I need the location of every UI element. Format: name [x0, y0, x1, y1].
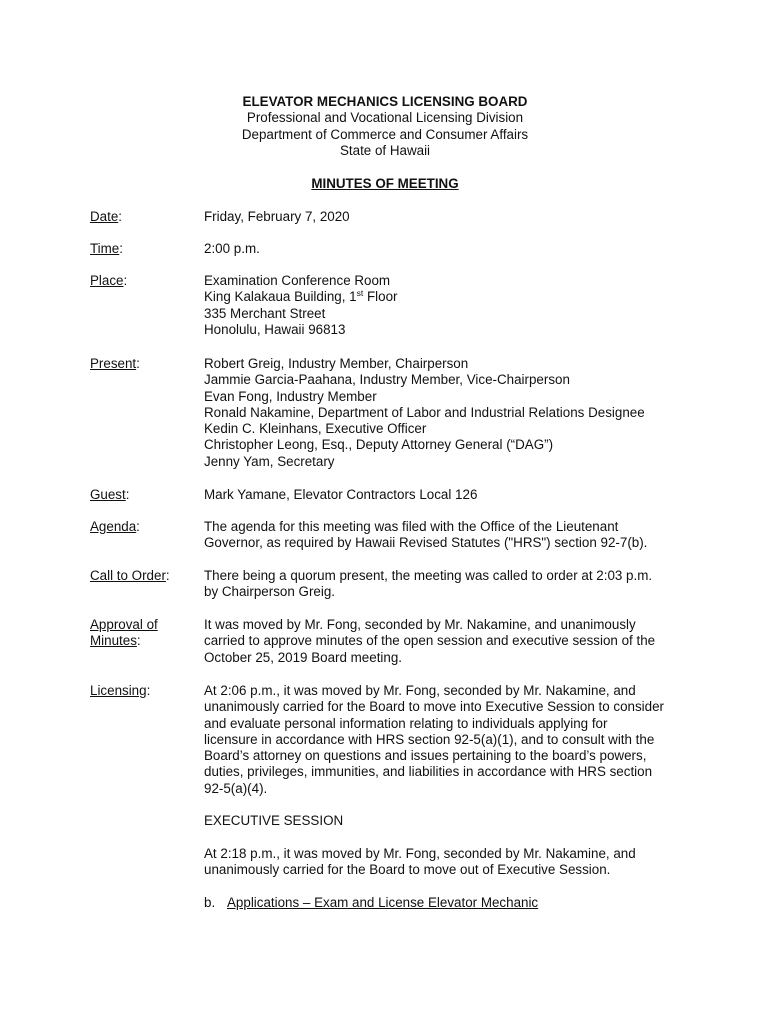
attendee: Robert Greig, Industry Member, Chairperson [204, 356, 469, 371]
exit-session-text: At 2:18 p.m., it was moved by Mr. Fong, seconded by Mr. Nakamine, and unanimously carried for the Board to move out of Executive Session. [204, 846, 636, 878]
executive-session-heading: EXECUTIVE SESSION [204, 813, 344, 828]
approval-label: Approval of Minutes: [90, 617, 158, 649]
agenda-text: The agenda for this meeting was filed with the Office of the Lieutenant Governor, as required by Hawaii Revised Statutes ("HRS") section 92-7(b). [204, 519, 648, 551]
place-line: King Kalakaua Building, 1st Floor [204, 288, 398, 305]
document-header [0, 94, 770, 159]
approval-text: It was moved by Mr. Fong, seconded by Mr. Nakamine, and unanimously carried to approve minutes of the open session and executive session of the October 25, 2019 Board meeting. [204, 617, 656, 665]
state-name: State of Hawaii [339, 142, 431, 158]
attendee: Jammie Garcia-Paahana, Industry Member, Vice-Chairperson [204, 372, 570, 388]
licensing-label: Licensing: [90, 683, 151, 698]
attendee: Kedin C. Kleinhans, Executive Officer [204, 421, 427, 437]
item-letter: b. [204, 895, 216, 910]
attendee: Jenny Yam, Secretary [204, 453, 335, 469]
attendee: Ronald Nakamine, Department of Labor and Industrial Relations Designee [204, 404, 645, 420]
place-value [204, 273, 674, 338]
call-to-order-label: Call to Order: [90, 568, 170, 583]
licensing-text: At 2:06 p.m., it was moved by Mr. Fong, seconded by Mr. Nakamine, and unanimously carried for the Board to move into Executive Session to consider and evaluate personal information relating to individuals applying for licensure in accordance with HRS section 92-5(a)(1), and to consult with the Board’s attorney on questions and issues pertaining to the board’s powers, duties, privileges, immunities, and liabilities in accordance with HRS section 92-5(a)(4). [204, 683, 664, 796]
call-to-order-text: There being a quorum present, the meeting was called to order at 2:03 p.m. by Chairperson Greig. [204, 568, 653, 600]
guest-value: Mark Yamane, Elevator Contractors Local 126 [204, 487, 478, 502]
item-title: Applications – Exam and License Elevator Mechanic [227, 895, 539, 910]
agenda-item-b [204, 895, 538, 911]
attendee: Christopher Leong, Esq., Deputy Attorney General (“DAG”) [204, 437, 554, 453]
date-value: Friday, February 7, 2020 [204, 209, 350, 224]
board-title: ELEVATOR MECHANICS LICENSING BOARD [242, 94, 528, 109]
place-label: Place: [90, 273, 128, 288]
guest-label: Guest: [90, 487, 130, 502]
agenda-label: Agenda: [90, 519, 140, 534]
present-label: Present: [90, 356, 140, 371]
place-line: 335 Merchant Street [204, 305, 326, 321]
place-line: Honolulu, Hawaii 96813 [204, 321, 346, 337]
time-value: 2:00 p.m. [204, 241, 260, 256]
department-name: Department of Commerce and Consumer Affairs [241, 126, 529, 142]
date-label: Date: [90, 209, 123, 224]
attendee: Evan Fong, Industry Member [204, 388, 377, 404]
present-list [204, 356, 674, 470]
time-label: Time: [90, 241, 123, 256]
division-name: Professional and Vocational Licensing Division [246, 110, 524, 126]
place-line: Examination Conference Room [204, 273, 391, 288]
minutes-heading: MINUTES OF MEETING [311, 176, 459, 191]
